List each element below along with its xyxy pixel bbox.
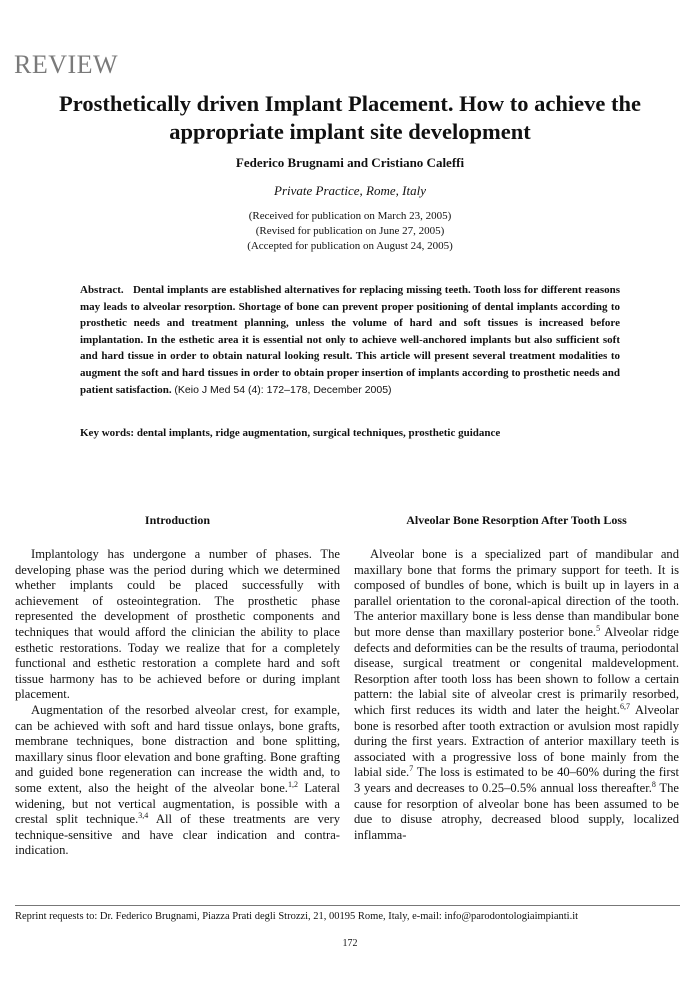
section-label: REVIEW (14, 50, 119, 79)
footer-divider (15, 905, 680, 906)
alveolar-heading: Alveolar Bone Resorption After Tooth Loss (406, 513, 627, 527)
reprint-requests: Reprint requests to: Dr. Federico Brugnami, Piazza Prati degli Strozzi, 21, 00195 Rome, Italy, e-mail: info@parodontologiaimpianti.it (15, 911, 579, 922)
intro-p2-text-b: Lateral widening, but not vertical augmentation, is possible with a crestal split technique. (15, 780, 340, 827)
citation-ref: 5 (596, 623, 601, 633)
right-column (354, 513, 679, 843)
abstract-body: Dental implants are established alternatives for replacing missing teeth. Tooth loss for different reasons may leads to alveolar resorption. Shortage of bone can prevent proper positioning of dental implants according to prosthetic needs and treatment planning, unless the volume of hard and soft tissues is increased before implantation. In the esthetic area it is essential not only to achieve well-anchored implants but also sufficient soft and hard tissue in order to obtain natural looking result. This article will present several treatment modalities to augment the soft and hard tissues in order to obtain proper insertion of implants according to prosthetic needs and patient satisfaction. (80, 284, 621, 396)
revised-date: (Revised for publication on June 27, 2005) (255, 225, 445, 237)
alveolar-text-5: The cause for resorption of alveolar bone has been assumed to be due to disuse atrophy, decreased blood supply, localized inflamma- (354, 780, 679, 842)
introduction-paragraph-1: Implantology has undergone a number of phases. The developing phase was the period during which we determined whether implants could be placed successfully with achievement of osteointegration. The prosthetic phase represented the development of prosthetic components and techniques that would afford the clinician the ability to place esthetic restorations. Today we realize that for a completely functional and esthetic restoration a complete hard and soft tissue harmony has to be achieved before or during implant placement. (15, 547, 340, 702)
abstract (80, 282, 620, 398)
authors: Federico Brugnami and Cristiano Caleffi (235, 155, 465, 170)
intro-p2-text-a: Augmentation of the resorbed alveolar crest, for example, can be achieved with soft and hard tissue onlays, bone grafts, membrane techniques, bone distraction and bone splitting, maxillary sinus floor elevation and bone grafting. Bone grafting and guided bone regeneration can increase the width and, to some extent, also the height of the alveolar bone. (15, 702, 340, 795)
received-date: (Received for publication on March 23, 2005) (248, 210, 452, 222)
article-title: Prosthetically driven Implant Placement. How to achieve the appropriate implant site development (59, 91, 641, 144)
alveolar-text-2: Alveolar ridge defects and deformities can be the results of trauma, periodontal disease, surgical treatment or congenital maldevelopment. Resorption after tooth loss has been shown to follow a certain pattern: the labial site of alveolar crest is primarily resorbed, which first reduces its width and later the height. (354, 624, 679, 717)
affiliation: Private Practice, Rome, Italy (274, 183, 426, 198)
citation-ref: 7 (409, 764, 414, 774)
publication-dates (0, 209, 700, 254)
abstract-label: Abstract. (80, 284, 124, 296)
citation-ref: 6,7 (619, 701, 630, 711)
intro-p2-text-c: All of these treatments are very technique-sensitive and have clear indication and contra-indication. (15, 812, 340, 858)
introduction-paragraph-2 (15, 703, 340, 859)
citation-ref: 3,4 (138, 810, 149, 820)
citation-ref: 8 (651, 779, 656, 789)
keywords: Key words: dental implants, ridge augmentation, surgical techniques, prosthetic guidance (80, 427, 501, 439)
page-number: 172 (342, 938, 358, 949)
alveolar-text-3: Alveolar bone is resorbed after tooth extraction or avulsion most rapidly during the first years. Extraction of anterior maxillary teeth is associated with a progressive loss of bone mainly from the labial side. (354, 702, 679, 780)
alveolar-text-1: Alveolar bone is a specialized part of mandibular and maxillary bone that forms the primary support for teeth. It is composed of bundles of bone, which is built up in layers in a parallel orientation to the coronal-apical direction of the tooth. The anterior maxillary bone is less dense than mandibular bone but more dense than maxillary posterior bone. (354, 547, 679, 639)
alveolar-text-4: The loss is estimated to be 40–60% during the first 3 years and decreases to 0.25–0.5% annual loss thereafter. (354, 765, 679, 795)
abstract-citation: (Keio J Med 54 (4): 172–178, December 2005) (174, 383, 392, 396)
introduction-heading: Introduction (144, 513, 211, 527)
alveolar-paragraph (354, 547, 679, 843)
accepted-date: (Accepted for publication on August 24, 2005) (247, 240, 453, 252)
left-column (15, 513, 340, 859)
citation-ref: 1,2 (287, 779, 298, 789)
